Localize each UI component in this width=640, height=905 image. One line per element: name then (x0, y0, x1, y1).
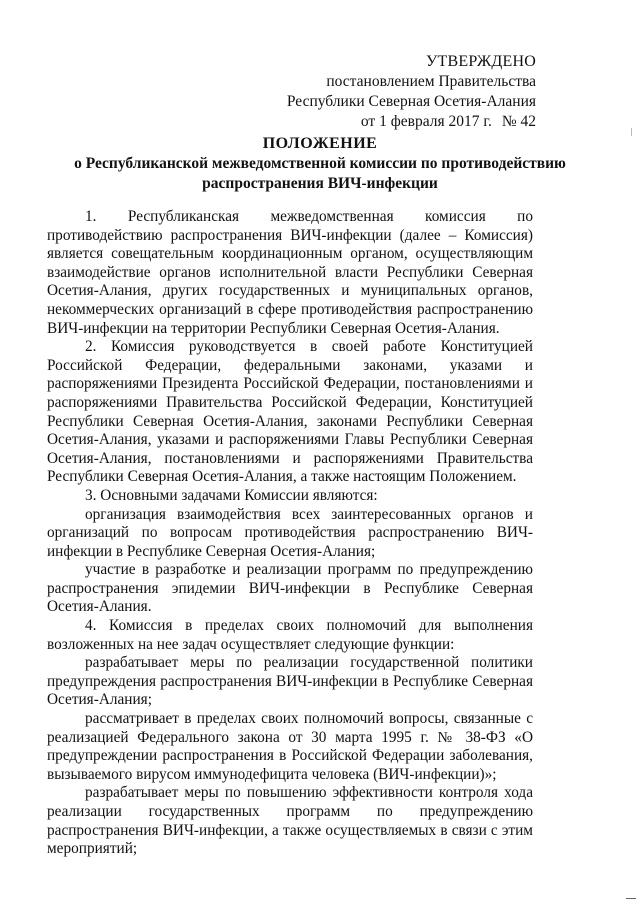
paragraph: разрабатывает меры по повышению эффективности контроля хода реализации государственных программ по предупреждению распространения ВИЧ-инфекции, а также осуществляемых в связи с этим мероприятий; (47, 784, 533, 858)
approval-line: Республики Северная Осетия-Алания (286, 93, 536, 110)
approval-stamp (287, 52, 536, 132)
paragraph: 3. Основными задачами Комиссии являются: (85, 486, 378, 504)
paragraph: 1. Республиканская межведомственная комиссия по противодействию распространения ВИЧ-инфекции (далее – Комиссия) является совещательным координационным органом, осуществляющим взаимодействие органов исполнительной власти Республики Северная Осетия-Алания, других государственных и муниципальных органов, некоммерческих организаций в сфере противодействия распространению ВИЧ-инфекции на территории Республики Северная Осетия-Алания. (47, 208, 533, 337)
title-subtitle-line: о Республиканской межведомственной комиссии по противодействию (74, 155, 566, 172)
paragraph: 2. Комиссия руководствуется в своей работе Конституцией Российской Федерации, федеральными законами, указами и распоряжениями Президента Российской Федерации, постановлениями и распоряжениями Правительства Российской Федерации, Конституцией Республики Северная Осетия-Алания, законами Республики Северная Осетия-Алания, указами и распоряжениями Главы Республики Северная Осетия-Алания, постановлениями и распоряжениями Правительства Республики Северная Осетия-Алания, а также настоящим Положением. (47, 338, 533, 486)
document-body (47, 208, 533, 859)
approval-number: № 42 (501, 113, 536, 130)
title-subtitle-line: распространения ВИЧ-инфекции (202, 175, 438, 192)
scan-corner-mark (626, 898, 636, 899)
paragraph: рассматривает в пределах своих полномочий вопросы, связанные с реализацией Федерального закона от 30 марта 1995 г. № 38-ФЗ «О предупреждении распространения в Российской Федерации заболевания, вызываемого вирусом иммунодефицита человека (ВИЧ-инфекции)»; (47, 710, 533, 783)
document-title (40, 134, 600, 194)
approval-line: постановлением Правительства (326, 73, 536, 90)
paragraph: 4. Комиссия в пределах своих полномочий для выполнения возложенных на нее задач осуществляет следующие функции: (47, 617, 533, 653)
title-main: ПОЛОЖЕНИЕ (262, 135, 378, 152)
scan-edge-mark (631, 128, 632, 136)
approval-title: УТВЕРЖДЕНО (425, 53, 536, 70)
paragraph: участие в разработке и реализации программ по предупреждению распространения эпидемии ВИЧ-инфекции в Республике Северная Осетия-Алания. (47, 561, 533, 616)
paragraph: разрабатывает меры по реализации государственной политики предупреждения распространения ВИЧ-инфекции в Республике Северная Осетия-Алания; (47, 654, 533, 709)
approval-date-line (287, 112, 536, 132)
paragraph: организация взаимодействия всех заинтересованных органов и организаций по вопросам противодействия распространению ВИЧ-инфекции в Республике Северная Осетия-Алания; (47, 505, 533, 560)
approval-date: от 1 февраля 2017 г. (360, 113, 492, 130)
